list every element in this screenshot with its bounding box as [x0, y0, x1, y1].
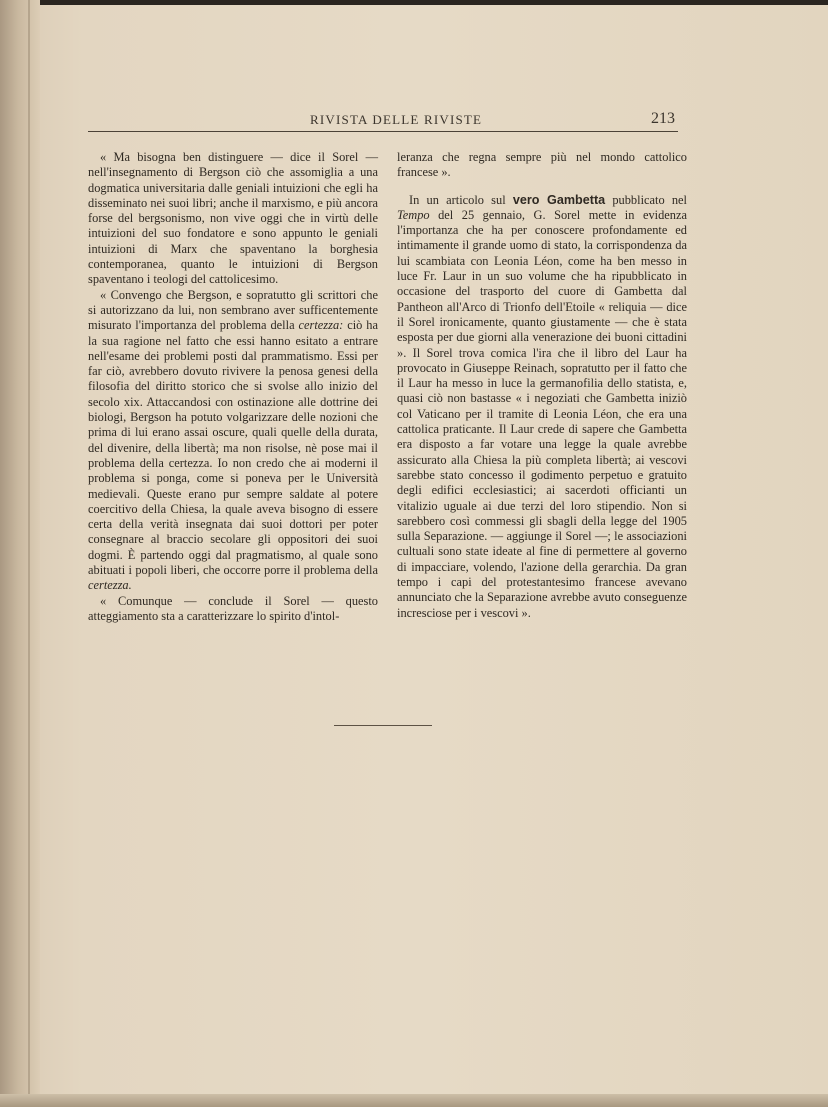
- left-paragraph-2-text-a: « Convengo che Bergson, e sopratutto gli scrittori che si autorizzano da lui, non sembrano aver sufficentemente misurato l'importanza del problema della: [88, 287, 378, 333]
- left-paragraph-2: [88, 288, 378, 594]
- article-title-gambetta: vero Gambetta: [512, 192, 606, 207]
- right-paragraph-2: [397, 193, 687, 621]
- running-title: RIVISTA DELLE RIVISTE: [310, 112, 483, 127]
- binding-crease: [28, 0, 30, 1107]
- top-border: [0, 0, 828, 5]
- italic-certezza-end: certezza.: [88, 578, 132, 593]
- left-paragraph-2-text-b: ciò ha la sua ragione nel fatto che essi hanno esitato a entrare nell'esame dei problemi posti dal prammatismo. Essi per far ciò, avrebbero dovuto rivivere la penosa genesi della filosofia del diritto storico che si svolse allo inizio del secolo xix. Attaccandosi con ostinazione alle dottrine dei biologi, Bergson ha potuto volgarizzare delle nozioni che prima di lui erano assai oscure, quali quelle della durata, del divenire, della libertà; ma non risolse, nè pose mai il problema della certezza. Io non credo che ai moderni il problema si ponga, come si poneva per le Università medievali. Queste erano pur sempre saldate al potere coercitivo della Chiesa, la quale aveva bisogno di essere certa della verità insegnata dai suoi dottori per poter consegnare al braccio secolare gli oppositori dei suoi dogmi. È partendo oggi dal pragmatismo, al quale sono abituati i popoli liberi, che occorre porre il problema della: [88, 318, 378, 578]
- page-bottom-edge: [0, 1094, 828, 1107]
- right-paragraph-1: leranza che regna sempre più nel mondo cattolico francese ».: [397, 150, 687, 180]
- page-number: 213: [651, 110, 675, 127]
- page-binding-shadow: [0, 0, 40, 1107]
- right-paragraph-2-text-a: In un articolo sul: [409, 192, 513, 207]
- italic-tempo: Tempo: [397, 207, 430, 222]
- left-paragraph-1: « Ma bisogna ben distinguere — dice il Sorel — nell'insegnamento di Bergson ciò che assomiglia a una dogmatica universitaria dalle geniali intuizioni che egli ha disseminato nei suoi libri; anche il marxismo, e più ancora forse del bergsonismo, non vive oggi che in virtù delle intuizioni del suo fondatore e sono appunto le geniali intuizioni di Marx che spaventano la borghesia contemporanea, quanto le intuizioni di Bergson spaventano i teologi del cattolicesimo.: [88, 150, 378, 287]
- right-column: [397, 150, 687, 621]
- end-of-article-rule: [334, 725, 432, 726]
- right-paragraph-2-text-b: pubblicato nel: [605, 192, 687, 207]
- right-paragraph-2-text-c: del 25 gennaio, G. Sorel mette in evidenza l'importanza che ha per conoscere profondamente ed intimamente il grande uomo di stato, la corrispondenza da lui scambiata con Leonia Léon, come ha ben messo in luce Fr. Laur in un suo volume che ha ripubblicato in occasione del trasporto del cuore di Gambetta dal Pantheon all'Arco di Trionfo dell'Etoile « reliquia — dice il Sorel ironicamente, quanto giustamente — che è stata esposta per due giorni alla venerazione dei buoni cittadini ». Il Sorel trova comica l'ira che il libro del Laur ha provocato in Giuseppe Reinach, sopratutto per il fatto che il Laur ha messo in luce la germanofilia dello statista, e, quasi ciò non bastasse « i negoziati che Gambetta iniziò col Vaticano per il tramite di Leonia Léon, che era una cattolica praticante. Il Laur crede di sapere che Gambetta era disposto a far votare una legge la quale avrebbe assicurato alla Chiesa la più completa libertà; ai vescovi sarebbe stato concesso il godimento perpetuo e gratuito degli edifici ecclesiastici; ai sacerdoti officianti un vitalizio uguale ai due terzi del loro stipendio. Non si sarebbero così commessi gli sbagli della legge del 1905 sulla Separazione. — aggiunge il Sorel —; le associazioni cultuali sono state ideate al fine di permettere al governo di impacciare, volendo, l'azione della gerarchia. Da gran tempo i capi del protestantesimo francese avevano annunciato che la Separazione avrebbe avuto conseguenze incresciose per i vescovi ».: [397, 207, 687, 620]
- page-header: [0, 110, 828, 132]
- italic-certezza: certezza:: [298, 318, 344, 333]
- left-paragraph-3: « Comunque — conclude il Sorel — questo atteggiamento sta a caratterizzare lo spirito d'intol-: [88, 593, 378, 623]
- header-rule: [88, 131, 678, 132]
- left-column: [88, 150, 378, 624]
